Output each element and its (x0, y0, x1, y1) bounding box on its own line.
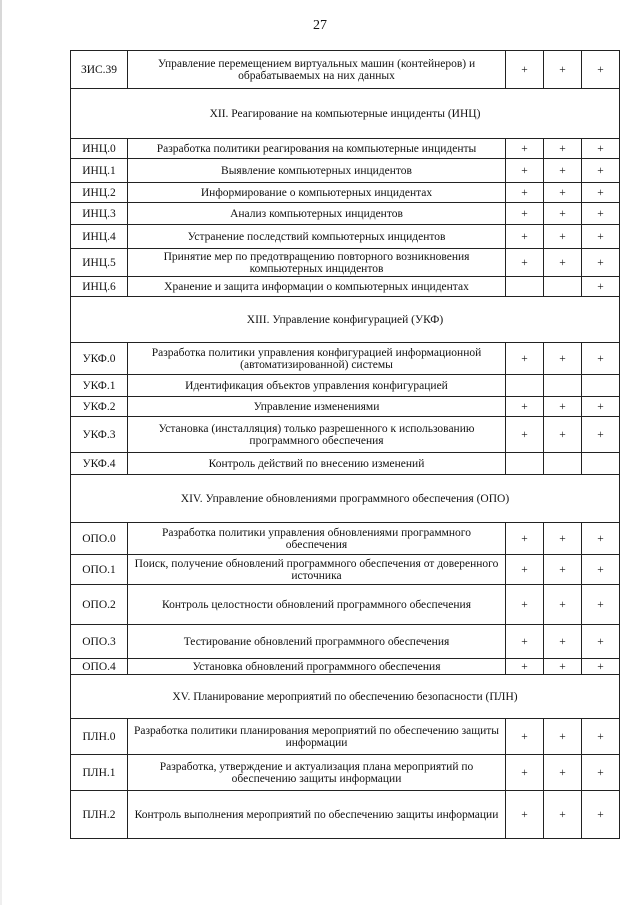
protection-level-2-mark (544, 277, 582, 297)
protection-level-3-mark: + (582, 225, 620, 249)
measure-code: ИНЦ.3 (71, 203, 128, 225)
protection-level-1-mark: + (506, 523, 544, 555)
protection-level-2-mark: + (544, 51, 582, 89)
table-row (71, 225, 620, 249)
protection-level-2-mark: + (544, 203, 582, 225)
measure-code: УКФ.4 (71, 453, 128, 475)
table-row (71, 585, 620, 625)
measure-code: ОПО.3 (71, 625, 128, 659)
measure-code: УКФ.0 (71, 343, 128, 375)
protection-level-3-mark: + (582, 555, 620, 585)
protection-level-1-mark: + (506, 791, 544, 839)
protection-level-1-mark: + (506, 249, 544, 277)
measure-code: ПЛН.2 (71, 791, 128, 839)
protection-level-3-mark: + (582, 523, 620, 555)
protection-level-2-mark: + (544, 523, 582, 555)
table-row (71, 625, 620, 659)
measure-code: ИНЦ.5 (71, 249, 128, 277)
table-row (71, 659, 620, 675)
measure-code: ОПО.2 (71, 585, 128, 625)
protection-level-3-mark: + (582, 51, 620, 89)
section-title: XIII. Управление конфигурацией (УКФ) (71, 297, 620, 343)
table-row (71, 417, 620, 453)
table-row (71, 51, 620, 89)
measure-name: Контроль целостности обновлений программного обеспечения (128, 585, 506, 625)
measure-code: ОПО.4 (71, 659, 128, 675)
protection-level-3-mark: + (582, 659, 620, 675)
measure-name: Разработка политики реагирования на компьютерные инциденты (128, 139, 506, 159)
protection-level-1-mark: + (506, 139, 544, 159)
protection-level-3-mark: + (582, 183, 620, 203)
protection-level-2-mark (544, 453, 582, 475)
protection-level-3-mark: + (582, 277, 620, 297)
measure-code: УКФ.2 (71, 397, 128, 417)
protection-level-2-mark: + (544, 343, 582, 375)
table-row (71, 159, 620, 183)
section-title: XIV. Управление обновлениями программного обеспечения (ОПО) (71, 475, 620, 523)
protection-level-3-mark: + (582, 755, 620, 791)
measure-code: ОПО.0 (71, 523, 128, 555)
table-row (71, 791, 620, 839)
protection-level-2-mark (544, 375, 582, 397)
protection-level-3-mark: + (582, 159, 620, 183)
protection-level-1-mark (506, 277, 544, 297)
protection-level-1-mark: + (506, 555, 544, 585)
measure-name: Устранение последствий компьютерных инцидентов (128, 225, 506, 249)
protection-level-1-mark: + (506, 417, 544, 453)
measure-name: Тестирование обновлений программного обеспечения (128, 625, 506, 659)
table-row (71, 375, 620, 397)
measures-table-body (71, 51, 620, 839)
measure-code: ОПО.1 (71, 555, 128, 585)
protection-level-1-mark: + (506, 719, 544, 755)
protection-level-2-mark: + (544, 791, 582, 839)
section-title: XV. Планирование мероприятий по обеспечению безопасности (ПЛН) (71, 675, 620, 719)
protection-level-1-mark: + (506, 225, 544, 249)
protection-level-3-mark: + (582, 625, 620, 659)
measure-name: Принятие мер по предотвращению повторного возникновения компьютерных инцидентов (128, 249, 506, 277)
measure-name: Анализ компьютерных инцидентов (128, 203, 506, 225)
protection-level-3-mark: + (582, 139, 620, 159)
table-row (71, 183, 620, 203)
page-number: 27 (313, 18, 327, 33)
measure-code: УКФ.1 (71, 375, 128, 397)
measure-code: ИНЦ.6 (71, 277, 128, 297)
section-title: XII. Реагирование на компьютерные инциденты (ИНЦ) (71, 89, 620, 139)
section-row (71, 297, 620, 343)
protection-level-1-mark: + (506, 755, 544, 791)
protection-level-2-mark: + (544, 397, 582, 417)
table-row (71, 397, 620, 417)
protection-level-2-mark: + (544, 225, 582, 249)
protection-level-2-mark: + (544, 159, 582, 183)
section-row (71, 475, 620, 523)
protection-level-3-mark (582, 453, 620, 475)
protection-level-3-mark: + (582, 343, 620, 375)
protection-level-1-mark: + (506, 659, 544, 675)
measure-name: Установка (инсталляция) только разрешенного к использованию программного обеспечения (128, 417, 506, 453)
table-row (71, 203, 620, 225)
measure-name: Разработка политики управления конфигурацией информационной (автоматизированной) системы (128, 343, 506, 375)
measure-code: ЗИС.39 (71, 51, 128, 89)
protection-level-1-mark: + (506, 343, 544, 375)
measure-code: ПЛН.0 (71, 719, 128, 755)
protection-level-2-mark: + (544, 659, 582, 675)
protection-level-1-mark: + (506, 585, 544, 625)
protection-level-1-mark: + (506, 625, 544, 659)
table-row (71, 139, 620, 159)
measure-name: Поиск, получение обновлений программного обеспечения от доверенного источника (128, 555, 506, 585)
section-row (71, 89, 620, 139)
measure-name: Идентификация объектов управления конфигурацией (128, 375, 506, 397)
protection-level-2-mark: + (544, 555, 582, 585)
protection-level-2-mark: + (544, 625, 582, 659)
protection-level-3-mark: + (582, 719, 620, 755)
table-row (71, 249, 620, 277)
table-row (71, 343, 620, 375)
measure-name: Разработка политики планирования мероприятий по обеспечению защиты информации (128, 719, 506, 755)
measure-name: Разработка, утверждение и актуализация плана мероприятий по обеспечению защиты информации (128, 755, 506, 791)
measures-table (70, 50, 620, 839)
protection-level-1-mark: + (506, 51, 544, 89)
protection-level-3-mark (582, 375, 620, 397)
table-row (71, 277, 620, 297)
protection-level-2-mark: + (544, 139, 582, 159)
protection-level-1-mark: + (506, 397, 544, 417)
protection-level-2-mark: + (544, 585, 582, 625)
protection-level-3-mark: + (582, 585, 620, 625)
protection-level-2-mark: + (544, 417, 582, 453)
protection-level-1-mark (506, 375, 544, 397)
measure-code: ИНЦ.2 (71, 183, 128, 203)
measure-code: ИНЦ.0 (71, 139, 128, 159)
measure-code: ИНЦ.1 (71, 159, 128, 183)
scan-edge (0, 0, 2, 905)
measure-name: Установка обновлений программного обеспечения (128, 659, 506, 675)
protection-level-3-mark: + (582, 203, 620, 225)
table-row (71, 755, 620, 791)
table-row (71, 555, 620, 585)
section-row (71, 675, 620, 719)
protection-level-3-mark: + (582, 397, 620, 417)
measure-code: ПЛН.1 (71, 755, 128, 791)
protection-level-2-mark: + (544, 183, 582, 203)
protection-level-2-mark: + (544, 719, 582, 755)
measure-name: Разработка политики управления обновлениями программного обеспечения (128, 523, 506, 555)
protection-level-2-mark: + (544, 755, 582, 791)
table-row (71, 453, 620, 475)
protection-level-1-mark: + (506, 203, 544, 225)
measure-code: УКФ.3 (71, 417, 128, 453)
table-row (71, 523, 620, 555)
measure-name: Информирование о компьютерных инцидентах (128, 183, 506, 203)
protection-level-3-mark: + (582, 417, 620, 453)
measure-name: Управление изменениями (128, 397, 506, 417)
measure-name: Контроль действий по внесению изменений (128, 453, 506, 475)
measure-name: Контроль выполнения мероприятий по обеспечению защиты информации (128, 791, 506, 839)
table-row (71, 719, 620, 755)
measure-name: Выявление компьютерных инцидентов (128, 159, 506, 183)
protection-level-1-mark (506, 453, 544, 475)
protection-level-1-mark: + (506, 183, 544, 203)
protection-level-3-mark: + (582, 249, 620, 277)
protection-level-3-mark: + (582, 791, 620, 839)
measure-name: Хранение и защита информации о компьютерных инцидентах (128, 277, 506, 297)
measure-name: Управление перемещением виртуальных машин (контейнеров) и обрабатываемых на них данных (128, 51, 506, 89)
measure-code: ИНЦ.4 (71, 225, 128, 249)
protection-level-1-mark: + (506, 159, 544, 183)
protection-level-2-mark: + (544, 249, 582, 277)
